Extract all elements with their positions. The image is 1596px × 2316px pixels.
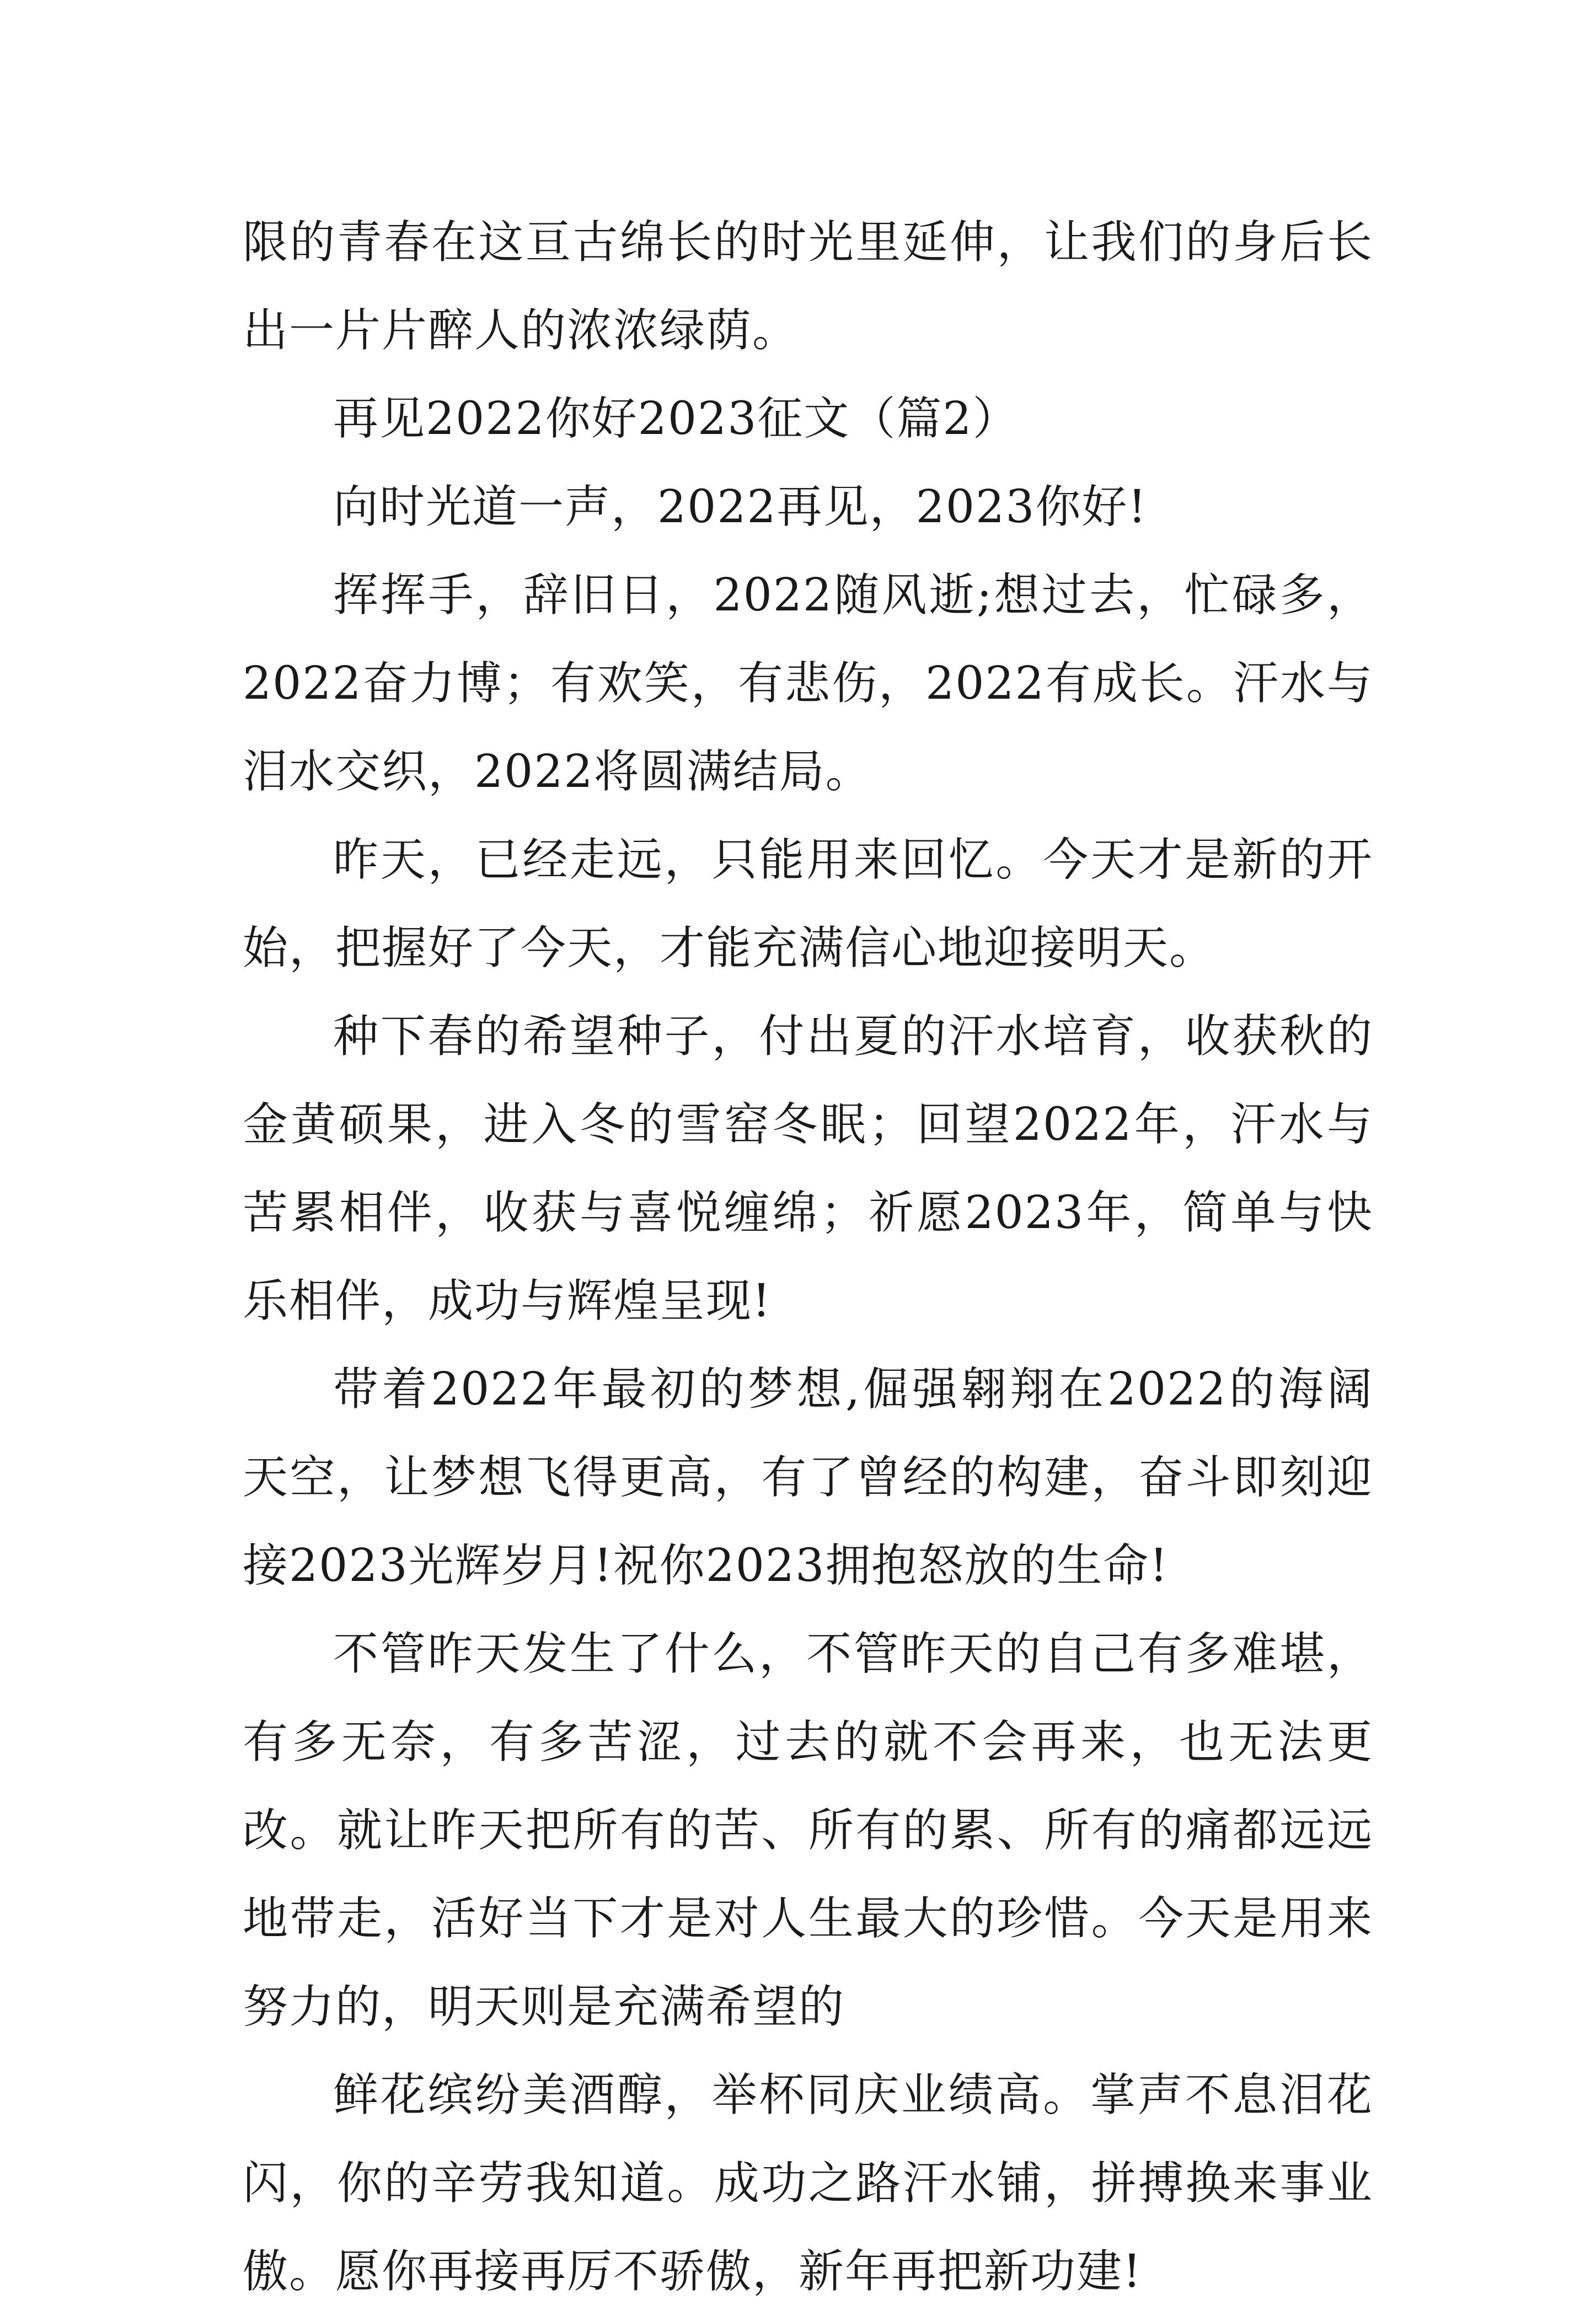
paragraph: 挥挥手，辞旧日，2022随风逝;想过去，忙碌多，2022奋力博；有欢笑，有悲伤，2022有成长。汗水与泪水交织，2022将圆满结局。 xyxy=(243,569,1373,798)
paragraph-continuation: 限的青春在这亘古绵长的时光里延伸，让我们的身后长出一片片醉人的浓浓绿荫。 xyxy=(243,216,1373,357)
paragraph: 昨天，已经走远，只能用来回忆。今天才是新的开始，把握好了今天，才能充满信心地迎接明天。 xyxy=(243,834,1373,974)
paragraph: 不管昨天发生了什么，不管昨天的自己有多难堪，有多无奈，有多苦涩，过去的就不会再来，也无法更改。就让昨天把所有的苦、所有的累、所有的痛都远远地带走，活好当下才是对人生最大的珍惜。今天是用来努力的，明天则是充满希望的 xyxy=(243,1628,1373,2033)
paragraph: 种下春的希望种子，付出夏的汗水培育，收获秋的金黄硕果，进入冬的雪窑冬眠；回望2022年，汗水与苦累相伴，收获与喜悦缠绵；祈愿2023年，简单与快乐相伴，成功与辉煌呈现! xyxy=(243,1010,1373,1327)
section-heading: 再见2022你好2023征文（篇2） xyxy=(333,393,1019,445)
paragraph: 带着2022年最初的梦想,倔强翱翔在2022的海阔天空，让梦想飞得更高，有了曾经的构建，奋斗即刻迎接2023光辉岁月!祝你2023拥抱怒放的生命! xyxy=(243,1363,1373,1592)
paragraph: 鲜花缤纷美酒醇，举杯同庆业绩高。掌声不息泪花闪，你的辛劳我知道。成功之路汗水铺，拼搏换来事业傲。愿你再接再厉不骄傲，新年再把新功建! xyxy=(243,2069,1373,2298)
article-body xyxy=(243,199,1373,2316)
paragraph: 向时光道一声，2022再见，2023你好! xyxy=(333,481,1148,533)
